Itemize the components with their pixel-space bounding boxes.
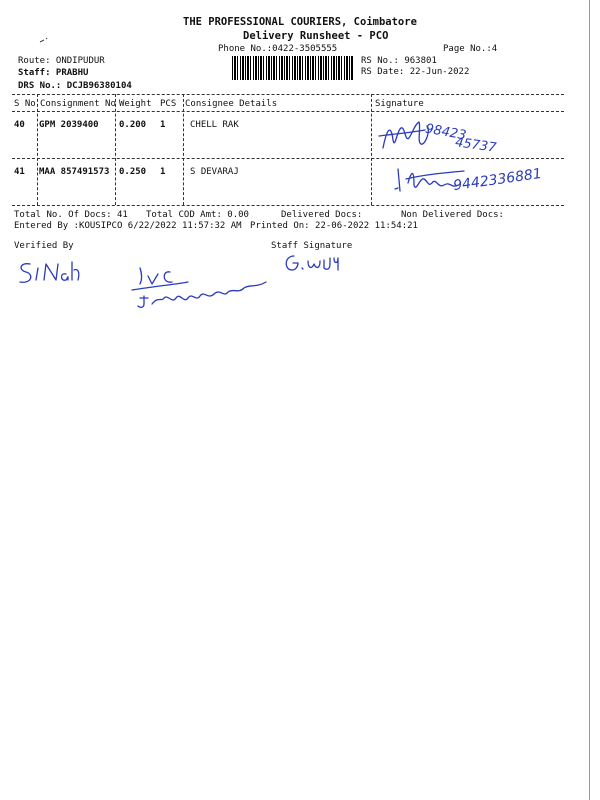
header-pcs: PCS <box>160 99 177 109</box>
col-divider <box>37 94 38 205</box>
rs-date: RS Date: 22-Jun-2022 <box>361 67 470 77</box>
verified-by-label: Verified By <box>14 241 74 251</box>
table-row-pcs: 1 <box>160 167 166 177</box>
table-row-consignment: GPM 2039400 <box>39 120 99 130</box>
header-signature: Signature <box>375 99 424 109</box>
header-weight: Weight <box>119 99 152 109</box>
rs-number: RS No.: 963801 <box>361 56 437 66</box>
handwritten-phone-row-41: 9442336881 <box>452 165 543 195</box>
phone-number: Phone No.:0422-3505555 <box>218 44 338 54</box>
route-label: Route: ONDIPUDUR <box>18 56 105 66</box>
table-bottom-rule <box>12 205 564 206</box>
printed-on: Printed On: 22-06-2022 11:54:21 <box>250 221 418 231</box>
header-sno: S No <box>14 99 36 109</box>
scan-mark <box>38 36 52 46</box>
document-title: Delivery Runsheet - PCO <box>243 30 389 42</box>
col-divider <box>371 94 372 205</box>
staff-label: Staff: PRABHU <box>18 68 89 78</box>
table-row-rule <box>12 158 564 159</box>
verifier-initials-signature <box>128 262 278 312</box>
col-divider <box>183 94 184 205</box>
company-title: THE PROFESSIONAL COURIERS, Coimbatore <box>183 16 417 28</box>
total-docs: Total No. Of Docs: 41 <box>14 210 128 220</box>
table-row-sno: 41 <box>14 167 25 177</box>
page-edge-line <box>589 0 590 800</box>
table-top-rule <box>12 94 564 95</box>
col-divider <box>115 94 116 205</box>
table-row-pcs: 1 <box>160 120 166 130</box>
header-consignee: Consignee Details <box>185 99 278 109</box>
delivered-docs: Delivered Docs: <box>281 210 363 220</box>
barcode <box>232 56 354 80</box>
handwritten-phone-row-40-b: 45737 <box>454 135 498 156</box>
table-row-consignee: CHELL RAK <box>190 120 239 130</box>
drs-number: DRS No.: DCJB96380104 <box>18 81 132 91</box>
table-row-sno: 40 <box>14 120 25 130</box>
entered-by: Entered By :KOUSIPCO 6/22/2022 11:57:32 AM <box>14 221 242 231</box>
total-cod: Total COD Amt: 0.00 <box>146 210 249 220</box>
table-row-consignment: MAA 857491573 <box>39 167 110 177</box>
staff-signature <box>282 252 342 274</box>
handwritten-phone-row-40-a: 98423 <box>424 121 468 144</box>
header-consignment: Consignment No <box>40 99 116 109</box>
verified-by-signature <box>16 258 86 288</box>
staff-signature-label: Staff Signature <box>271 241 353 251</box>
table-row-weight: 0.200 <box>119 120 147 130</box>
table-row-consignee: S DEVARAJ <box>190 167 239 177</box>
non-delivered-docs: Non Delivered Docs: <box>401 210 504 220</box>
page-number: Page No.:4 <box>443 44 498 54</box>
table-header-rule <box>12 111 564 112</box>
table-row-weight: 0.250 <box>119 167 147 177</box>
